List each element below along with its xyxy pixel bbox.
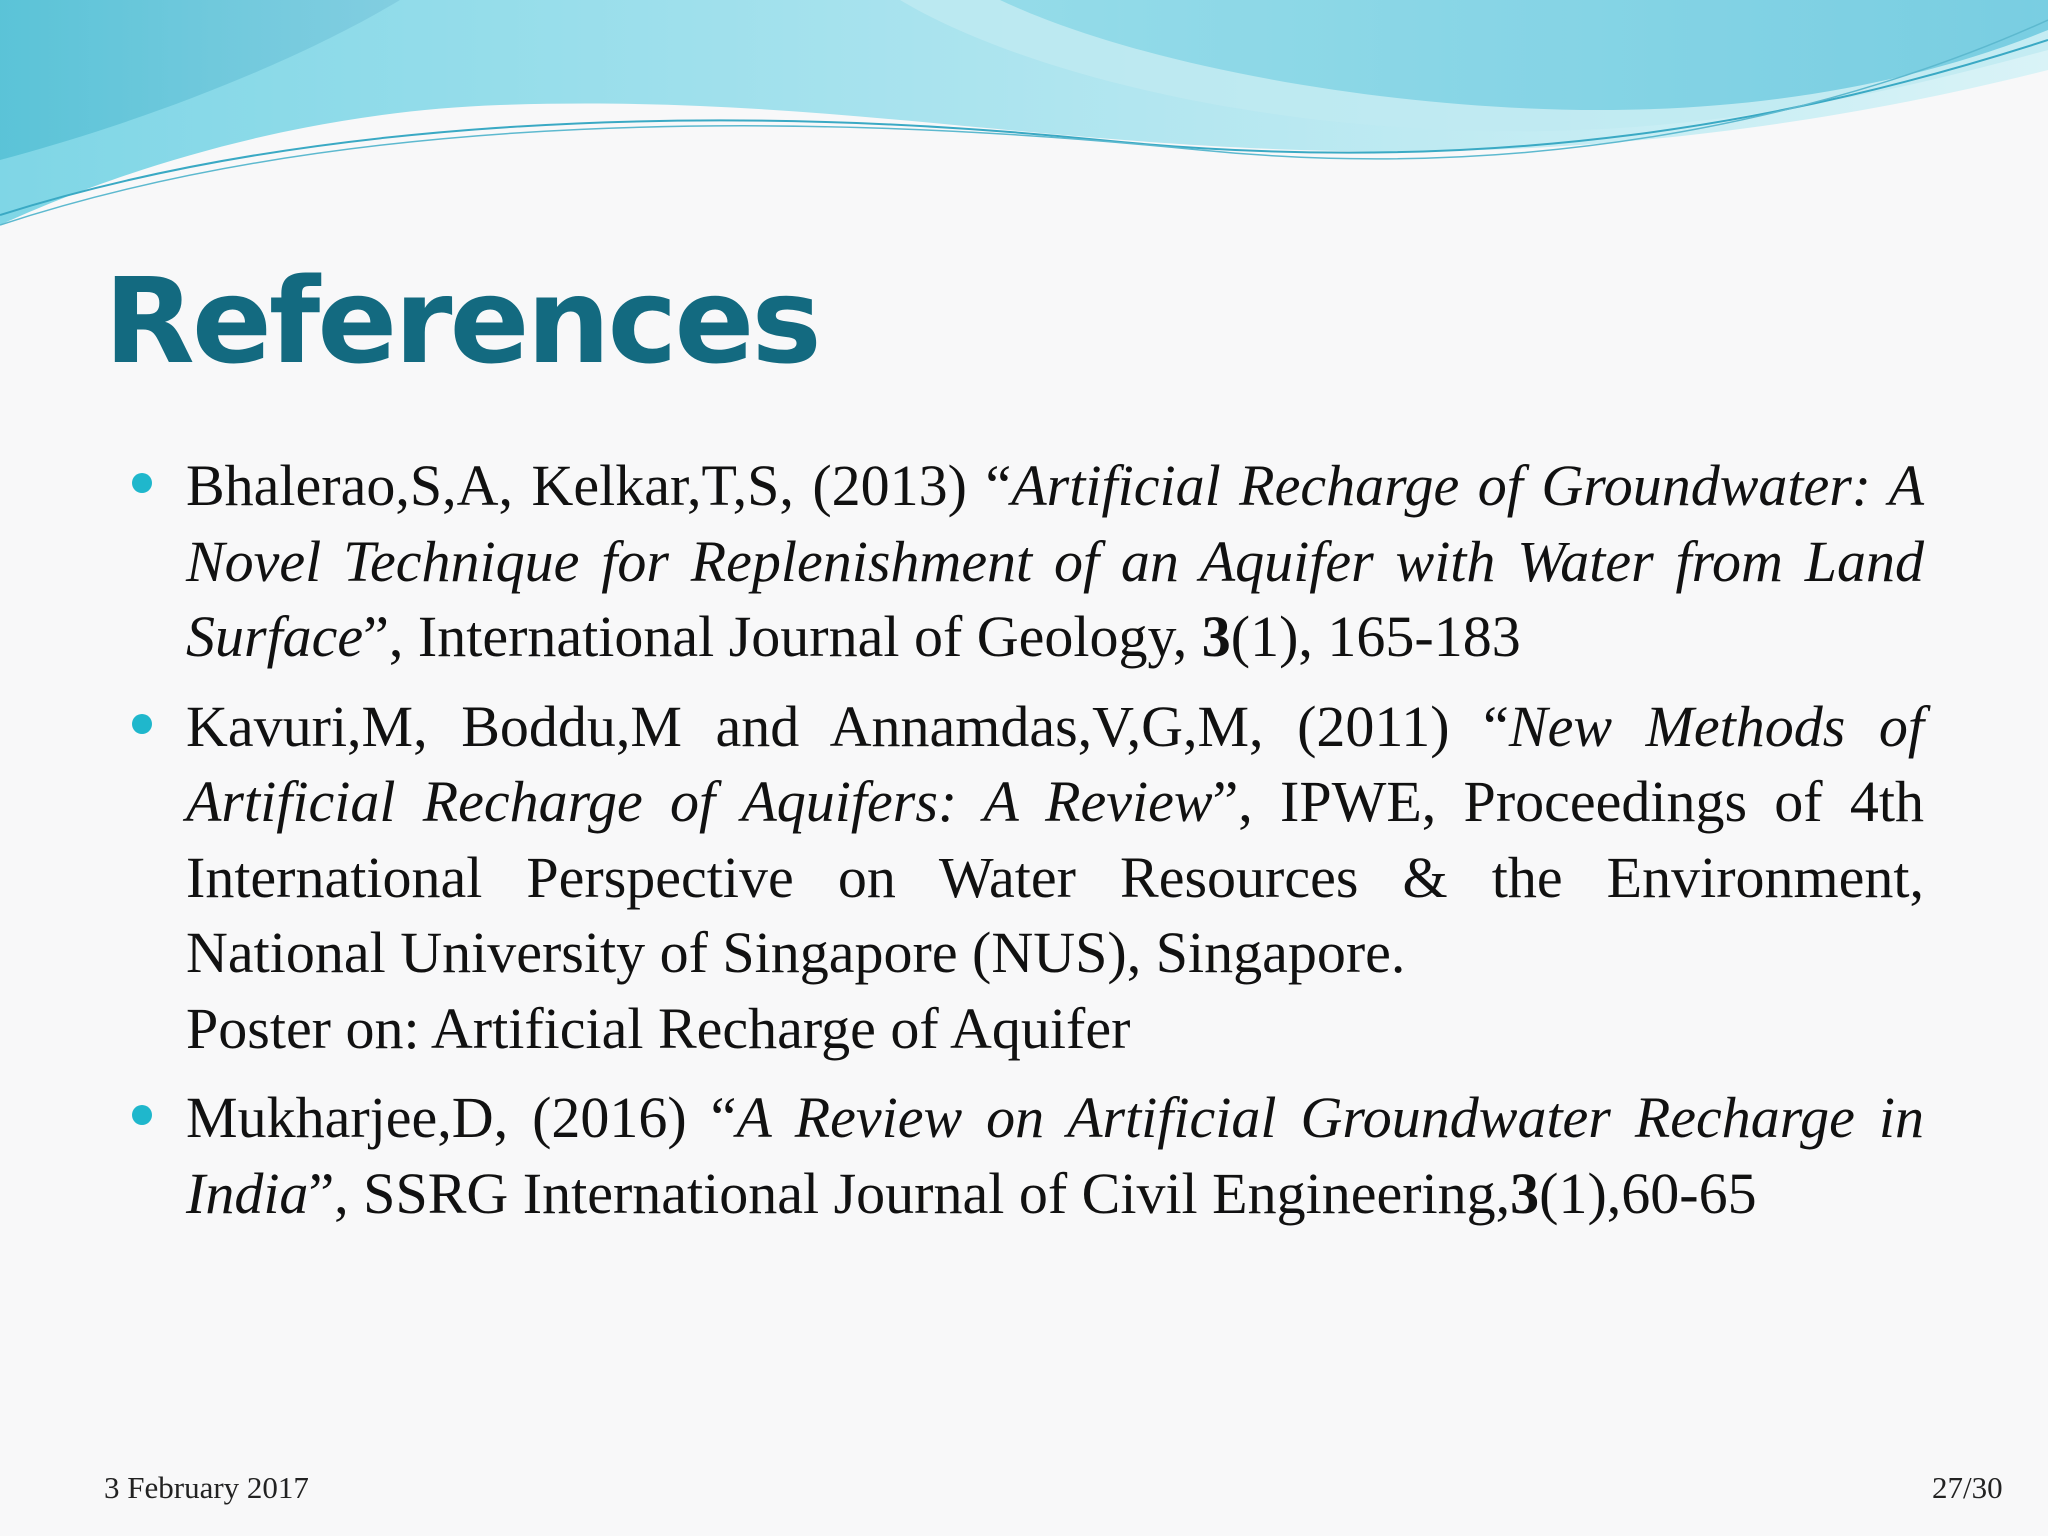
- reference-pages: (1),60-65: [1539, 1160, 1757, 1226]
- reference-pages: (1), 165-183: [1230, 604, 1521, 669]
- reference-source: ”, International Journal of Geology,: [363, 604, 1202, 669]
- bullet-icon: [132, 473, 152, 493]
- reference-title: New Methods of Artificial Recharge of Aquifers: A Review: [186, 693, 1924, 834]
- header-wave-decoration: [0, 0, 2048, 240]
- reference-item: [122, 689, 1924, 1067]
- footer-date: 3 February 2017: [104, 1470, 309, 1505]
- bullet-icon: [132, 1105, 152, 1125]
- reference-item: [122, 448, 1924, 675]
- reference-source: ”, SSRG International Journal of Civil Engineering,: [308, 1160, 1511, 1226]
- reference-title: A Review on Artificial Groundwater Recharge in India: [186, 1085, 1924, 1226]
- reference-list: [122, 448, 1924, 1245]
- bullet-icon: [132, 714, 152, 734]
- reference-item: [122, 1080, 1924, 1231]
- reference-title: Artificial Recharge of Groundwater: A Novel Technique for Replenishment of an Aquifer with Water from Land Surface: [186, 453, 1925, 669]
- reference-volume: 3: [1201, 604, 1231, 669]
- reference-source: ”, IPWE, Proceedings of 4th International Perspective on Water Resources & the Environment, National University of Singapore (NUS), Singapore.: [186, 769, 1924, 985]
- reference-volume: 3: [1510, 1160, 1540, 1226]
- page-title: References: [104, 252, 819, 390]
- reference-authors: Mukharjee,D, (2016) “: [186, 1085, 737, 1150]
- page-number: 27/30: [1932, 1470, 2003, 1505]
- reference-authors: Kavuri,M, Boddu,M and Annamdas,V,G,M, (2011) “: [186, 693, 1509, 759]
- reference-authors: Bhalerao,S,A, Kelkar,T,S, (2013) “: [186, 453, 1012, 518]
- reference-note: Poster on: Artificial Recharge of Aquifer: [186, 995, 1131, 1061]
